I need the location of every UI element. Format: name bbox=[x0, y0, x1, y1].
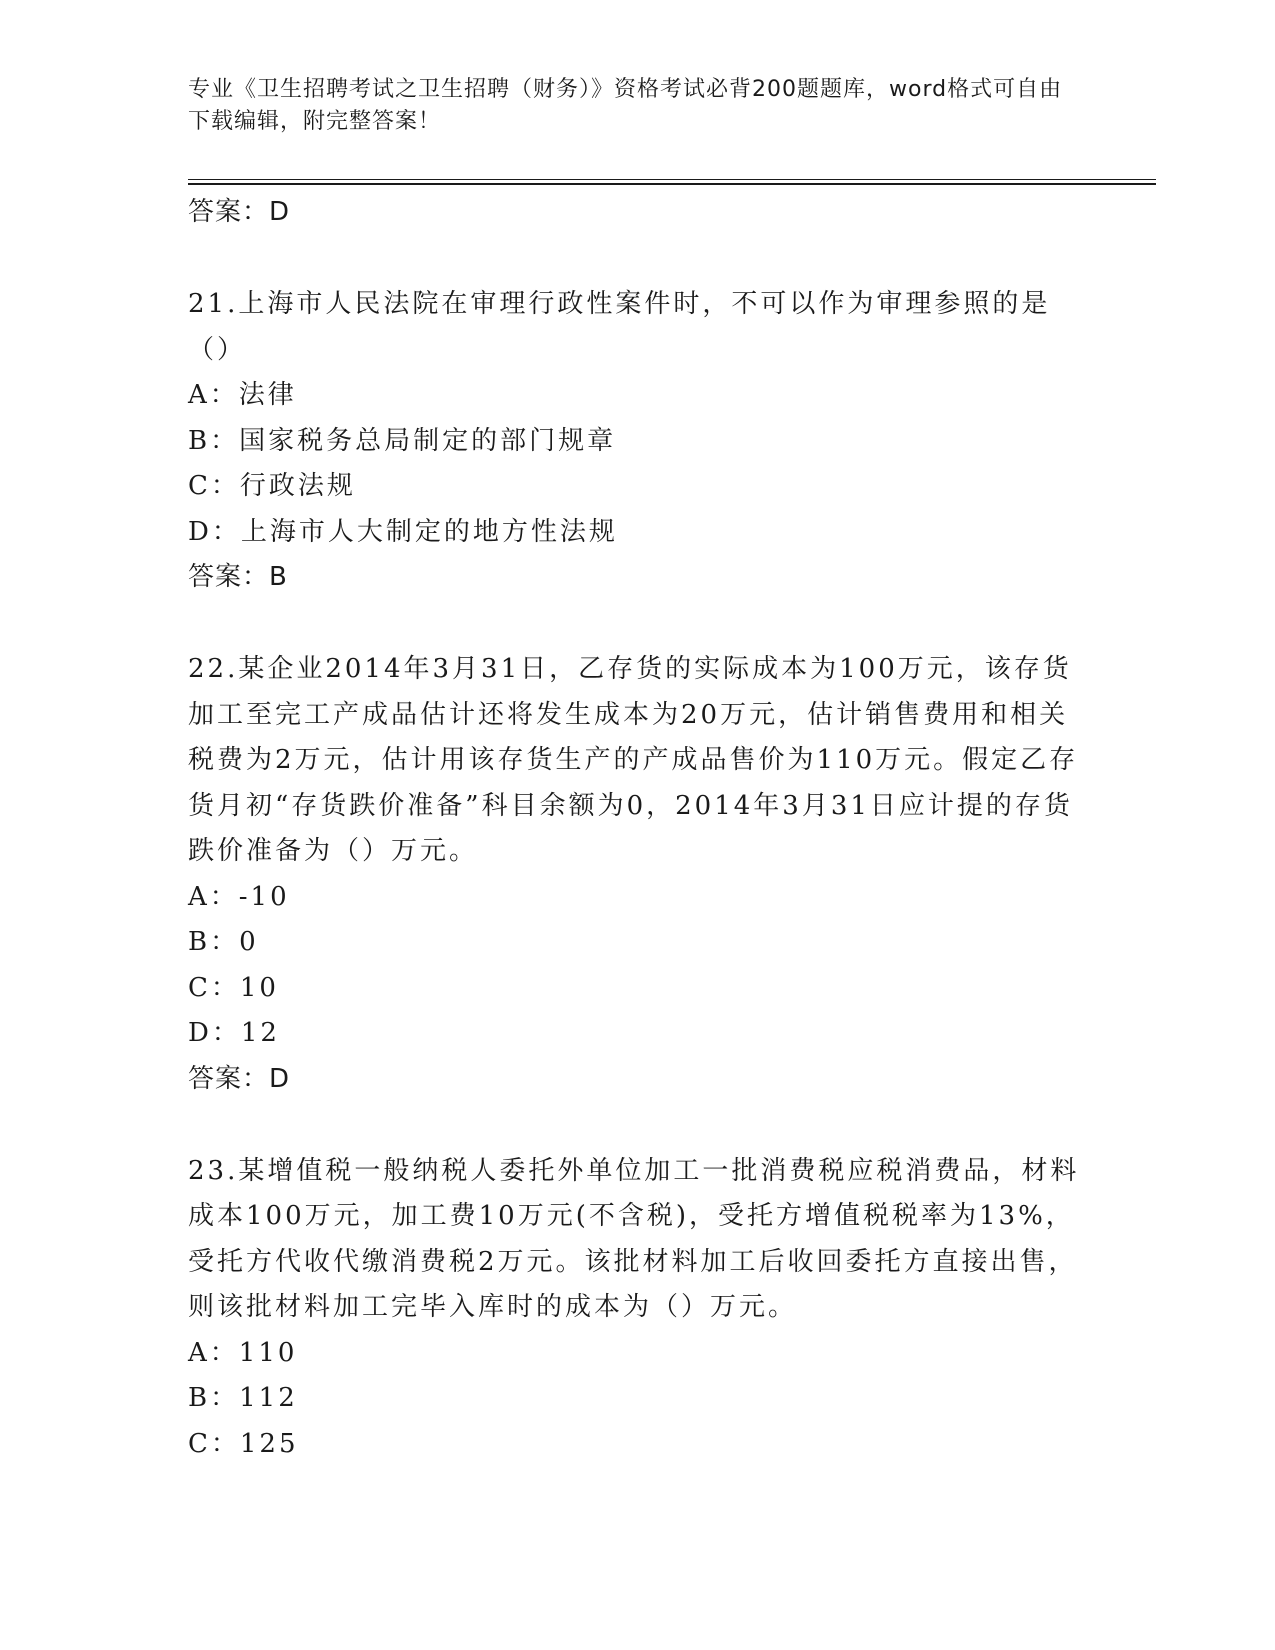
header-rule-thin bbox=[188, 179, 1156, 180]
option-d: D：12 bbox=[188, 1018, 280, 1048]
question-21 bbox=[188, 282, 1088, 599]
option-a: A：-10 bbox=[188, 881, 290, 912]
question-23 bbox=[188, 1149, 1088, 1468]
option-b: B：0 bbox=[188, 927, 259, 957]
answer-prev: 答案：D bbox=[188, 197, 291, 227]
question-text: 21.上海市人民法院在审理行政性案件时，不可以作为审理参照的是（） bbox=[188, 289, 1051, 365]
option-a: A：110 bbox=[188, 1337, 298, 1368]
question-22 bbox=[188, 647, 1088, 1101]
option-c: C：125 bbox=[188, 1428, 299, 1459]
option-c: C：10 bbox=[188, 972, 279, 1003]
question-text: 22.某企业2014年3月31日，乙存货的实际成本为100万元，该存货加工至完工产成品估计还将发生成本为20万元，估计销售费用和相关税费为2万元，估计用该存货生产的产成品售价为110万元。假定乙存货月初“存货跌价准备”科目余额为0，2014年3月31日应计提的存货跌价准备为（）万元。 bbox=[188, 654, 1079, 866]
header-rule-thick bbox=[188, 183, 1156, 185]
option-d: D：上海市人大制定的地方性法规 bbox=[188, 516, 618, 547]
option-a: A：法律 bbox=[188, 380, 297, 410]
option-b: B：国家税务总局制定的部门规章 bbox=[188, 425, 617, 456]
question-text: 23.某增值税一般纳税人委托外单位加工一批消费税应税消费品，材料成本100万元，加工费10万元(不含税)，受托方增值税税率为13%，受托方代收代缴消费税2万元。该批材料加工后收回委托方直接出售，则该批材料加工完毕入库时的成本为（）万元。 bbox=[188, 1155, 1080, 1322]
option-c: C：行政法规 bbox=[188, 471, 356, 501]
document-body bbox=[188, 190, 1088, 1467]
answer: 答案：D bbox=[188, 1063, 291, 1094]
document-header: 专业《卫生招聘考试之卫生招聘（财务）》资格考试必背200题题库，word格式可自由下载编辑，附完整答案！ bbox=[188, 77, 1063, 134]
option-b: B：112 bbox=[188, 1383, 298, 1413]
answer: 答案：B bbox=[188, 562, 288, 592]
